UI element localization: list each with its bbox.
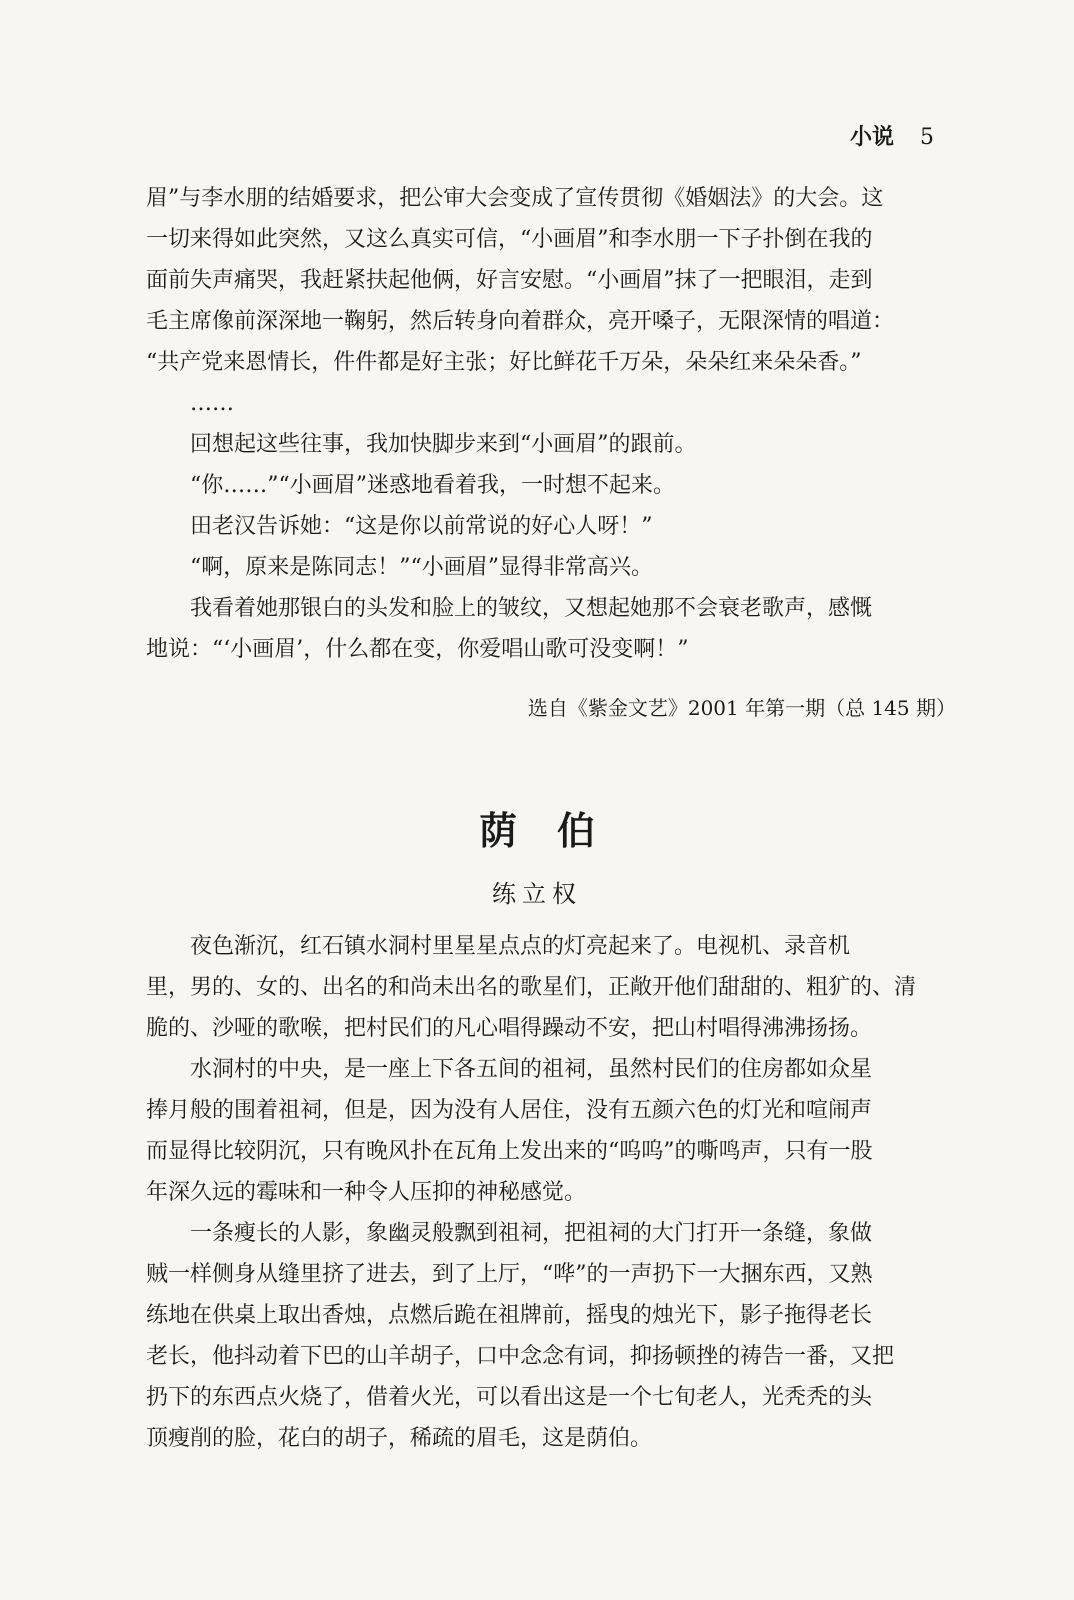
text-line: 里，男的、女的、出名的和尚未出名的歌星们，正敞开他们甜甜的、粗犷的、清	[146, 975, 917, 1000]
text-line: 练地在供桌上取出香烛，点燃后跪在祖牌前，摇曳的烛光下，影子拖得老长	[146, 1303, 873, 1328]
text-line: 而显得比较阴沉，只有晚风扑在瓦角上发出来的“呜呜”的嘶鸣声，只有一股	[146, 1139, 873, 1164]
text-line: 水洞村的中央，是一座上下各五间的祖祠，虽然村民们的住房都如众星	[190, 1057, 873, 1082]
text-line: 贼一样侧身从缝里挤了进去，到了上厅，“哗”的一声扔下一大捆东西，又熟	[146, 1262, 873, 1287]
text-line: 一切来得如此突然，又这么真实可信，“小画眉”和李水朋一下子扑倒在我的	[146, 227, 873, 252]
text-line: 我看着她那银白的头发和脸上的皱纹，又想起她那不会衰老歌声，感慨	[190, 596, 873, 621]
text-line: 夜色渐沉，红石镇水洞村里星星点点的灯亮起来了。电视机、录音机	[190, 934, 851, 959]
text-line: 田老汉告诉她：“这是你以前常说的好心人呀！”	[190, 514, 653, 539]
page-header	[850, 120, 934, 151]
text-line: 捧月般的围着祖祠，但是，因为没有人居住，没有五颜六色的灯光和喧闹声	[146, 1098, 873, 1123]
text-line: 毛主席像前深深地一鞠躬，然后转身向着群众，亮开嗓子，无限深情的唱道：	[146, 309, 895, 334]
source-citation: 选自《紫金文艺》2001 年第一期（总 145 期）	[527, 696, 956, 720]
text-line: 一条瘦长的人影，象幽灵般飘到祖祠，把祖祠的大门打开一条缝，象做	[190, 1221, 873, 1246]
ellipsis-line: ……	[190, 391, 234, 416]
story2-text	[146, 926, 956, 1459]
text-line: 老长，他抖动着下巴的山羊胡子，口中念念有词，抑扬顿挫的祷告一番，又把	[146, 1344, 895, 1369]
story-title: 荫伯	[478, 808, 635, 853]
text-line: 年深久远的霉味和一种令人压抑的神秘感觉。	[146, 1180, 587, 1205]
text-line: 回想起这些往事，我加快脚步来到“小画眉”的跟前。	[190, 432, 697, 457]
text-line: 顶瘦削的脸，花白的胡子，稀疏的眉毛，这是荫伯。	[146, 1426, 653, 1451]
story1-text	[146, 178, 956, 670]
text-line: “共产党来恩情长，件件都是好主张；好比鲜花千万朵，朵朵红来朵朵香。”	[146, 350, 862, 375]
section-title: 小说	[849, 124, 894, 150]
text-line: “啊，原来是陈同志！”“小画眉”显得非常高兴。	[190, 555, 653, 580]
text-line: 眉”与李水朋的结婚要求，把公审大会变成了宣传贯彻《婚姻法》的大会。这	[146, 186, 884, 211]
text-line: 脆的、沙哑的歌喉，把村民们的凡心唱得躁动不安，把山村唱得沸沸扬扬。	[146, 1016, 873, 1041]
text-line: 扔下的东西点火烧了，借着火光，可以看出这是一个七旬老人，光秃秃的头	[146, 1385, 873, 1410]
text-line: 面前失声痛哭，我赶紧扶起他俩，好言安慰。“小画眉”抹了一把眼泪，走到	[146, 268, 873, 293]
page-number: 5	[920, 125, 934, 150]
story-author: 练立权	[492, 880, 582, 908]
text-line: “你……”“小画眉”迷惑地看着我，一时想不起来。	[190, 473, 675, 498]
text-line: 地说：“‘小画眉’，什么都在变，你爱唱山歌可没变啊！”	[146, 637, 689, 662]
